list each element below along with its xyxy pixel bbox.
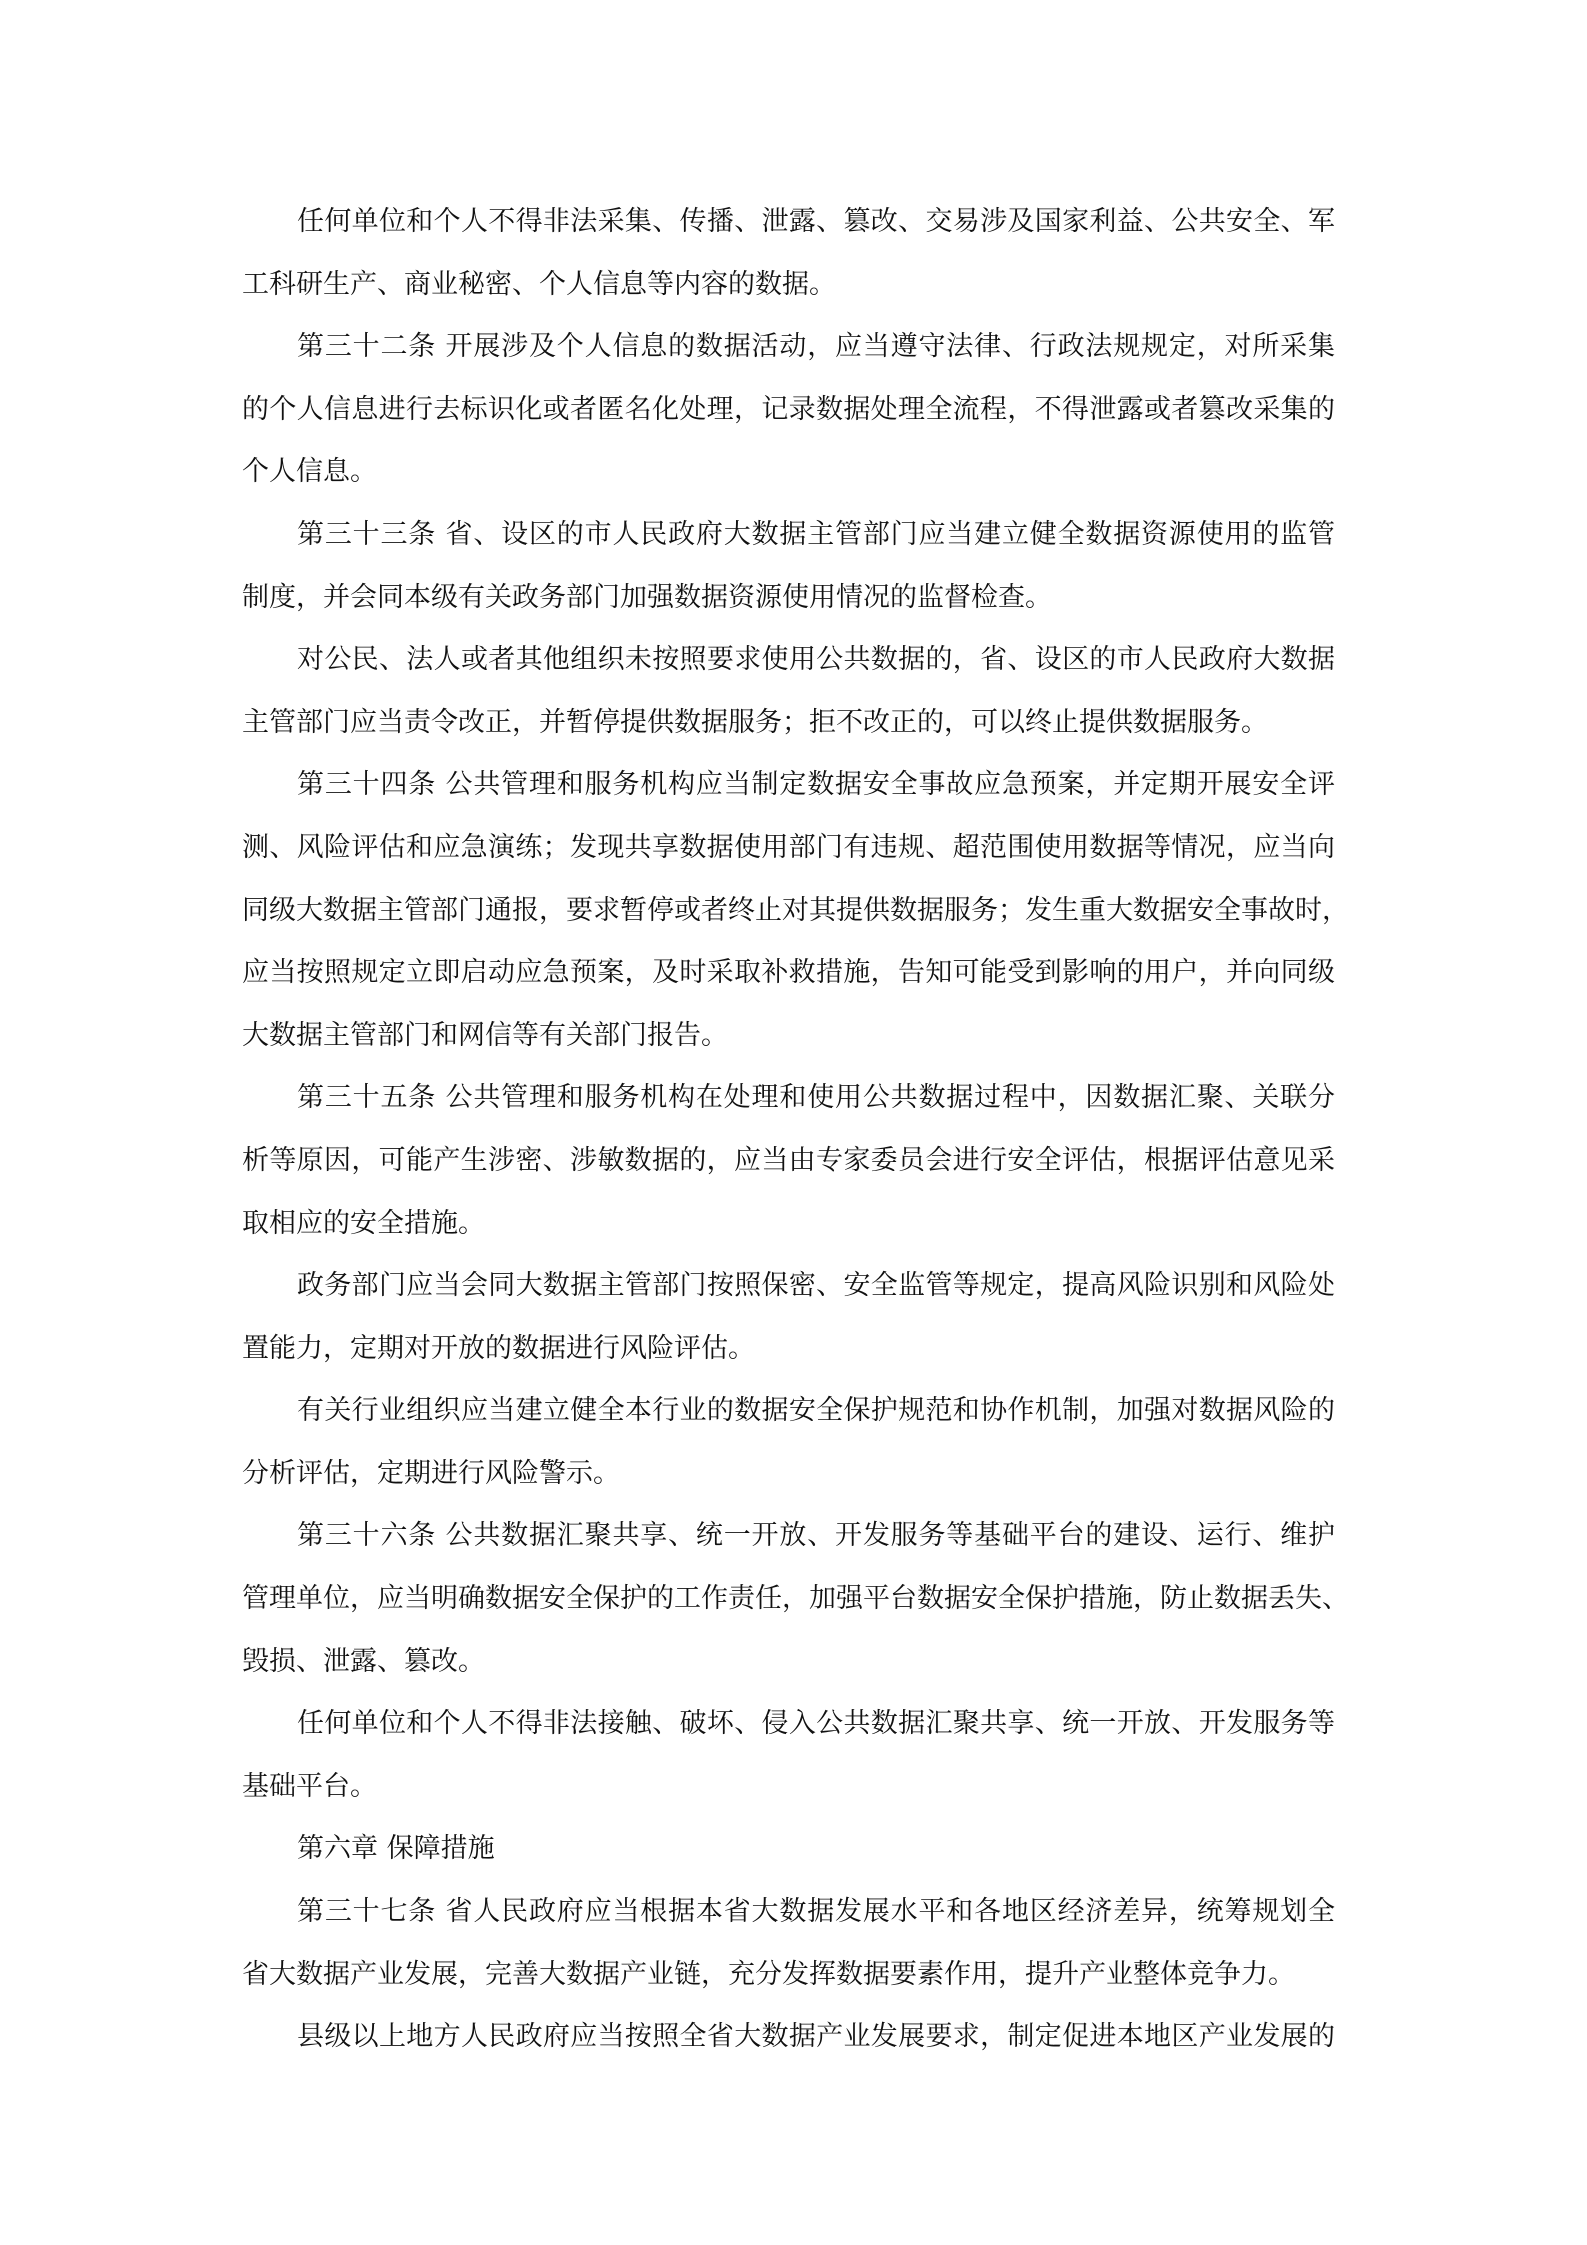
text-line: 第三十六条 公共数据汇聚共享、统一开放、开发服务等基础平台的建设、运行、维护: [297, 1520, 1335, 1552]
text-line: 毁损、泄露、篡改。: [242, 1645, 485, 1677]
text-line: 管理单位，应当明确数据安全保护的工作责任，加强平台数据安全保护措施，防止数据丢失、: [242, 1583, 1349, 1615]
document-page: [242, 191, 1349, 2069]
paragraph: [242, 504, 1335, 629]
text-line: 制度，并会同本级有关政务部门加强数据资源使用情况的监督检查。: [242, 581, 1052, 613]
paragraph: [242, 629, 1335, 754]
text-line: 第三十三条 省、设区的市人民政府大数据主管部门应当建立健全数据资源使用的监管: [297, 518, 1335, 550]
text-line: 析等原因，可能产生涉密、涉敏数据的，应当由专家委员会进行安全评估，根据评估意见采: [242, 1144, 1335, 1176]
text-line: 第三十五条 公共管理和服务机构在处理和使用公共数据过程中，因数据汇聚、关联分: [297, 1082, 1335, 1114]
text-line: 任何单位和个人不得非法采集、传播、泄露、篡改、交易涉及国家利益、公共安全、军: [297, 206, 1335, 237]
paragraph: [242, 316, 1335, 504]
paragraph: [242, 1693, 1335, 1818]
paragraph: [242, 191, 1335, 316]
text-line: 置能力，定期对开放的数据进行风险评估。: [242, 1332, 755, 1364]
paragraph: [242, 2006, 1335, 2069]
text-line: 工科研生产、商业秘密、个人信息等内容的数据。: [242, 268, 836, 300]
text-line: 第三十二条 开展涉及个人信息的数据活动，应当遵守法律、行政法规规定，对所采集: [297, 331, 1335, 363]
text-line: 县级以上地方人民政府应当按照全省大数据产业发展要求，制定促进本地区产业发展的: [297, 2021, 1335, 2053]
text-line: 政务部门应当会同大数据主管部门按照保密、安全监管等规定，提高风险识别和风险处: [297, 1270, 1335, 1302]
text-line: 取相应的安全措施。: [242, 1207, 485, 1239]
text-line: 第三十七条 省人民政府应当根据本省大数据发展水平和各地区经济差异，统筹规划全: [297, 1896, 1335, 1928]
text-line: 同级大数据主管部门通报，要求暂停或者终止对其提供数据服务；发生重大数据安全事故时，: [242, 894, 1349, 926]
text-line: 第三十四条 公共管理和服务机构应当制定数据安全事故应急预案，并定期开展安全评: [297, 769, 1335, 801]
text-line: 测、风险评估和应急演练；发现共享数据使用部门有违规、超范围使用数据等情况，应当向: [242, 831, 1335, 863]
paragraph: [242, 1255, 1335, 1380]
text-line: 大数据主管部门和网信等有关部门报告。: [242, 1019, 728, 1051]
paragraph: [242, 1505, 1349, 1693]
text-line: 有关行业组织应当建立健全本行业的数据安全保护规范和协作机制，加强对数据风险的: [297, 1395, 1335, 1427]
text-line: 对公民、法人或者其他组织未按照要求使用公共数据的，省、设区的市人民政府大数据: [297, 644, 1335, 676]
paragraph: [242, 754, 1349, 1067]
text-line: 分析评估，定期进行风险警示。: [242, 1457, 620, 1489]
paragraph: [242, 1380, 1335, 1505]
text-line: 基础平台。: [242, 1770, 377, 1802]
text-line: 的个人信息进行去标识化或者匿名化处理，记录数据处理全流程，不得泄露或者篡改采集的: [242, 393, 1335, 425]
text-line: 主管部门应当责令改正，并暂停提供数据服务；拒不改正的，可以终止提供数据服务。: [242, 706, 1268, 738]
paragraph: [242, 1067, 1335, 1255]
text-line: 应当按照规定立即启动应急预案，及时采取补救措施，告知可能受到影响的用户，并向同级: [242, 957, 1335, 989]
text-line: 省大数据产业发展，完善大数据产业链，充分发挥数据要素作用，提升产业整体竞争力。: [242, 1958, 1295, 1990]
paragraph: [242, 1881, 1335, 2006]
text-line: 第六章 保障措施: [297, 1833, 495, 1865]
text-line: 任何单位和个人不得非法接触、破坏、侵入公共数据汇聚共享、统一开放、开发服务等: [297, 1708, 1335, 1740]
text-line: 个人信息。: [242, 456, 377, 488]
paragraph: [242, 1818, 1335, 1881]
